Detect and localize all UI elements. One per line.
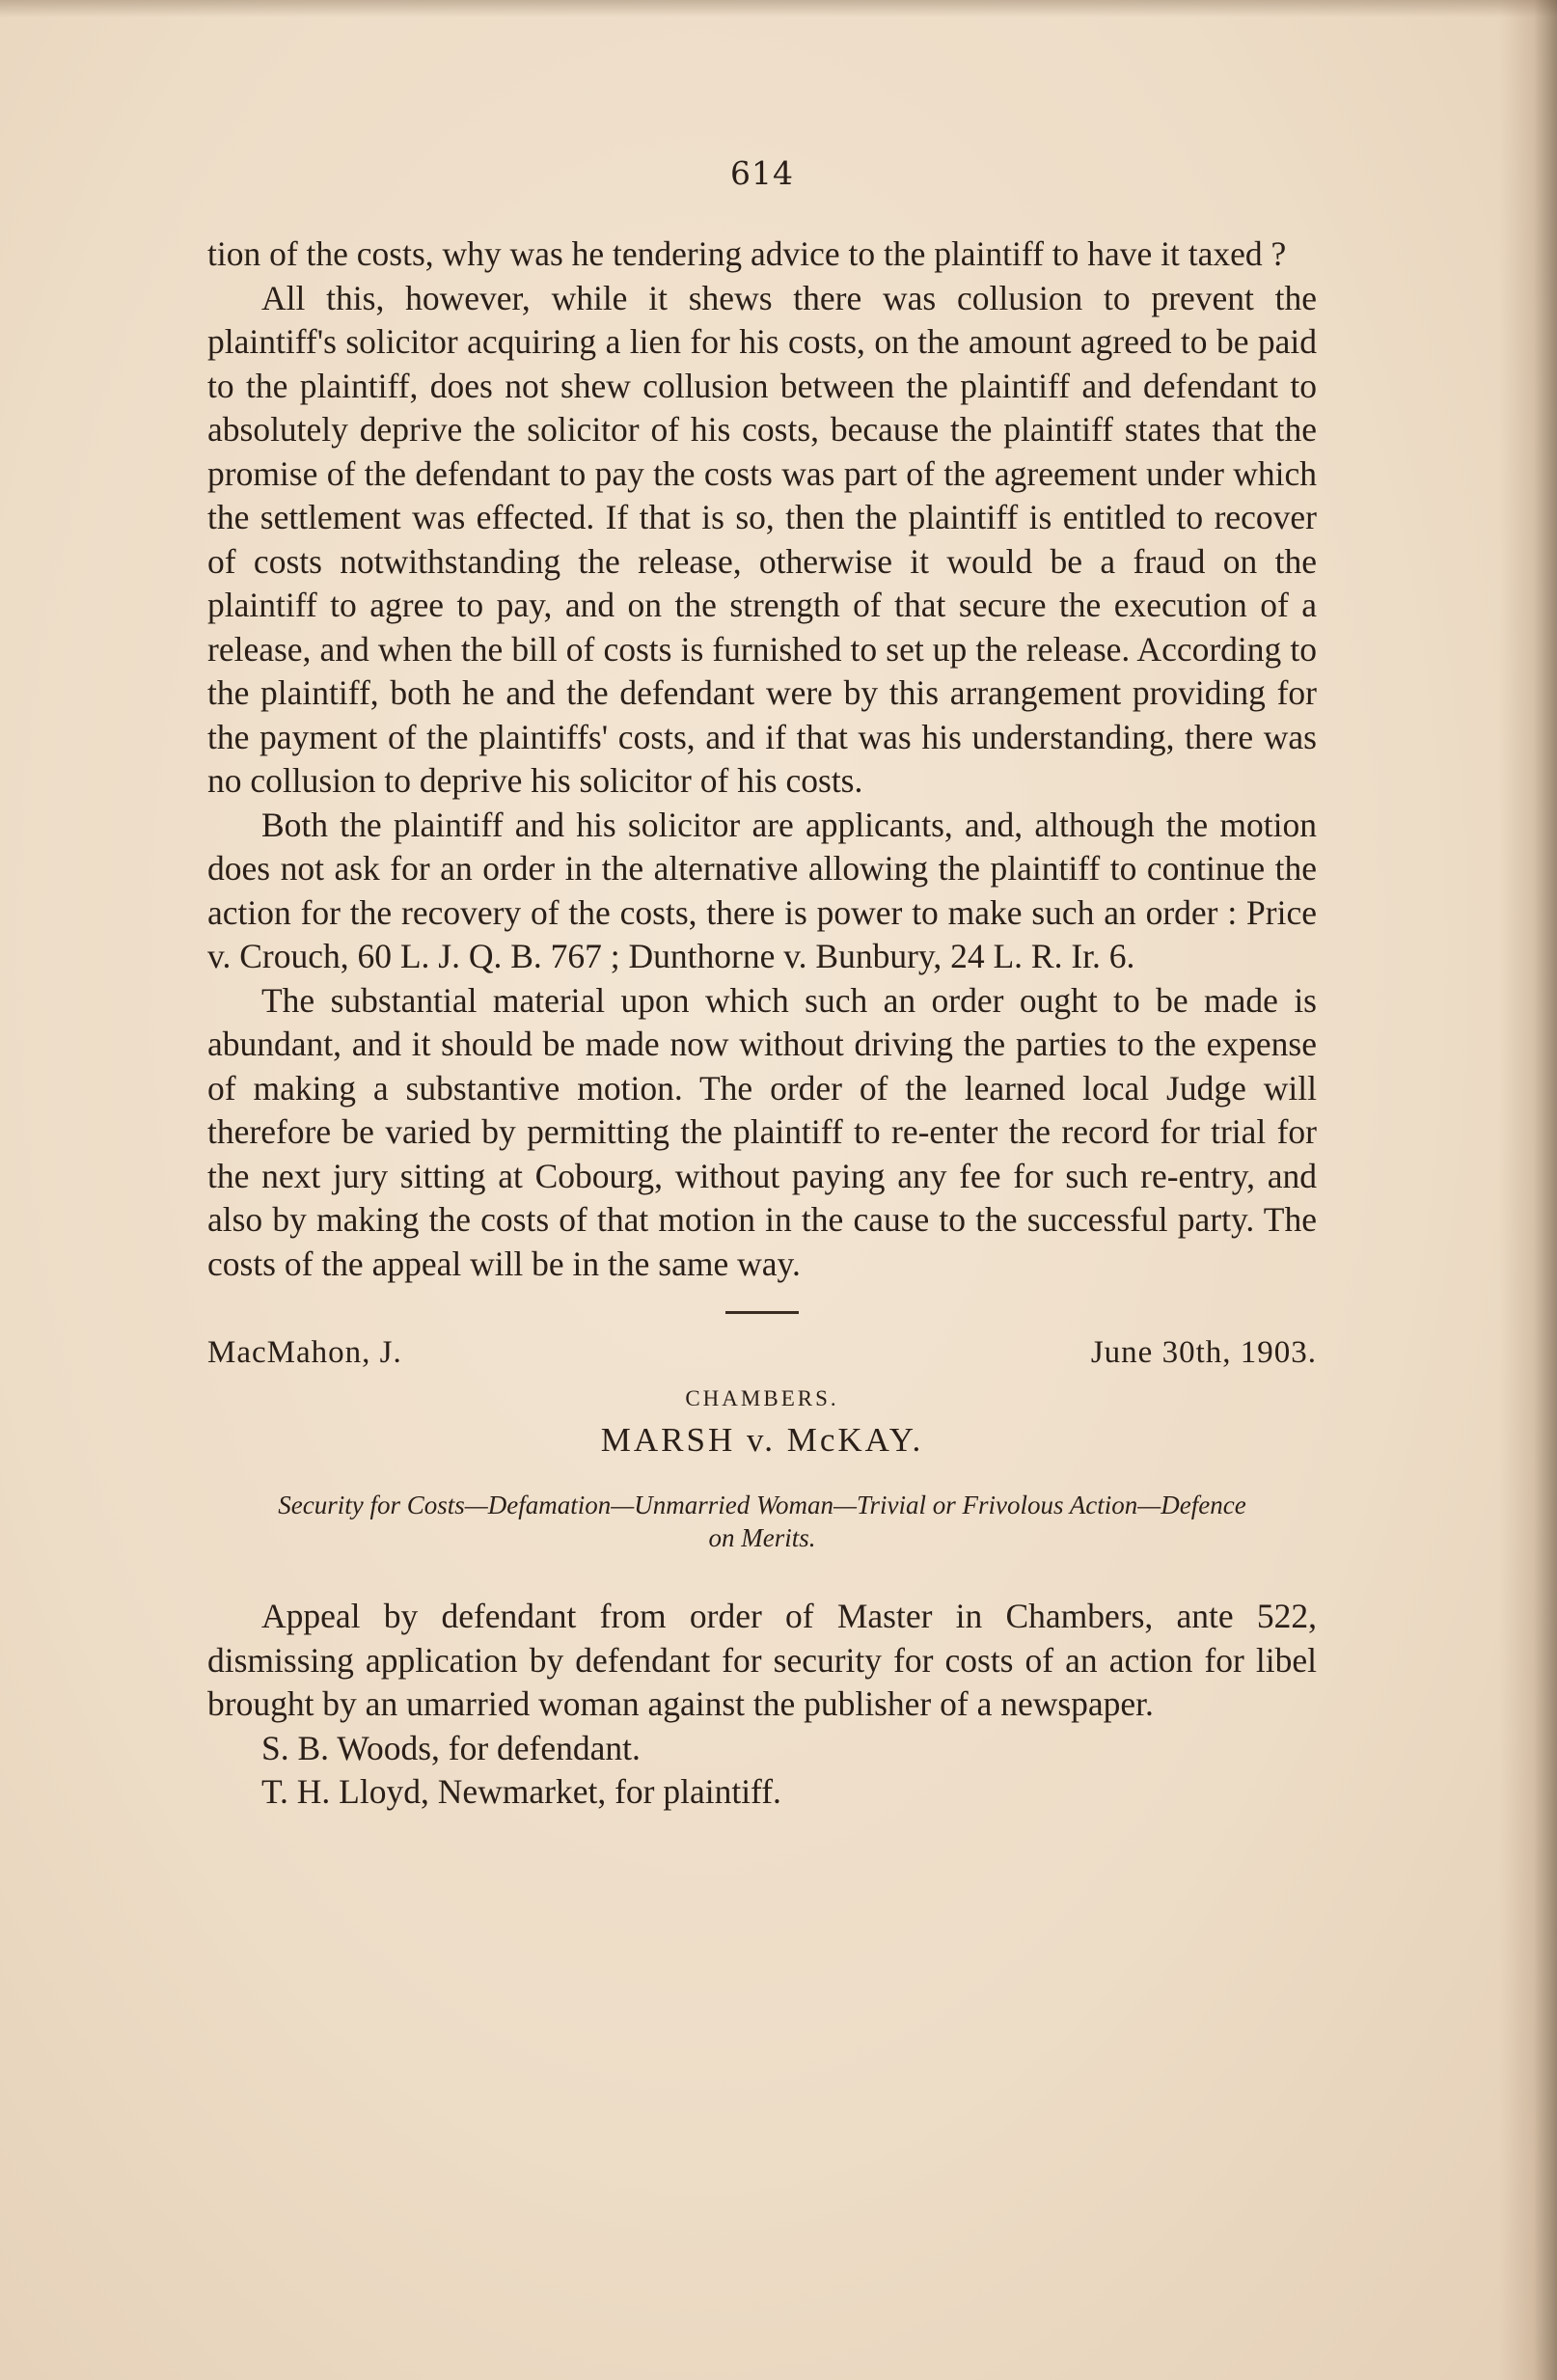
paragraph-continuation: tion of the costs, why was he tendering advice to the plaintiff to have it taxed ? bbox=[207, 234, 1287, 273]
case-title: MARSH v. McKAY. bbox=[600, 1421, 924, 1459]
page-content bbox=[207, 154, 1317, 1815]
judgment-date: June 30th, 1903. bbox=[1090, 1335, 1317, 1370]
paragraph-appeal: Appeal by defendant from order of Master in Chambers, ante 522, dismissing application by defendant for security for costs of an action for libel brought by an umarried woman against the publisher of a newspaper. bbox=[207, 1597, 1317, 1723]
page-top-shadow bbox=[0, 0, 1557, 17]
section-divider bbox=[725, 1311, 799, 1314]
page-right-edge bbox=[1499, 0, 1557, 2380]
headnote: Security for Costs—Defamation—Unmarried Woman—Trivial or Frivolous Action—Defence on Merits. bbox=[278, 1491, 1246, 1552]
court-label: CHAMBERS. bbox=[685, 1386, 839, 1410]
paragraph-order: The substantial material upon which such an order ought to be made is abundant, and it should be made now without driving the parties to the expense of making a substantive motion. The order of the learned local Judge will therefore be varied by permitting the plaintiff to re-enter the record for trial for the next jury sitting at Cobourg, without paying any fee for such re-entry, and also by making the costs of that motion in the cause to the successful party. The costs of the appeal will be in the same way. bbox=[207, 980, 1317, 1283]
paragraph-applicants: Both the plaintiff and his solicitor are applicants, and, although the motion does not ask for an order in the alternative allowing the plaintiff to continue the action for the recovery of the costs, there is power to make such an order : Price v. Crouch, 60 L. J. Q. B. 767 ; Dunthorne v. Bunbury, 24 L. R. Ir. 6. bbox=[207, 805, 1317, 975]
counsel-defendant: S. B. Woods, for defendant. bbox=[261, 1728, 641, 1767]
paragraph-collusion: All this, however, while it shews there was collusion to prevent the plaintiff's solicitor acquiring a lien for his costs, on the amount agreed to be paid to the plaintiff, does not shew collusion between the plaintiff and defendant to absolutely deprive the solicitor of his costs, because the plaintiff states that the promise of the defendant to pay the costs was part of the agreement under which the settlement was effected. If that is so, then the plaintiff is entitled to recover of costs notwithstanding the release, otherwise it would be a fraud on the plaintiff to agree to pay, and on the strength of that secure the execution of a release, and when the bill of costs is furnished to set up the release. According to the plaintiff, both he and the defendant were by this arrangement providing for the payment of the plaintiffs' costs, and if that was his understanding, there was no collusion to deprive his solicitor of his costs. bbox=[207, 278, 1317, 800]
counsel-plaintiff: T. H. Lloyd, Newmarket, for plaintiff. bbox=[261, 1772, 781, 1811]
page-number: 614 bbox=[730, 154, 794, 192]
judgment-header bbox=[207, 1335, 1317, 1371]
judge-name: MacMahon, J. bbox=[207, 1335, 402, 1370]
